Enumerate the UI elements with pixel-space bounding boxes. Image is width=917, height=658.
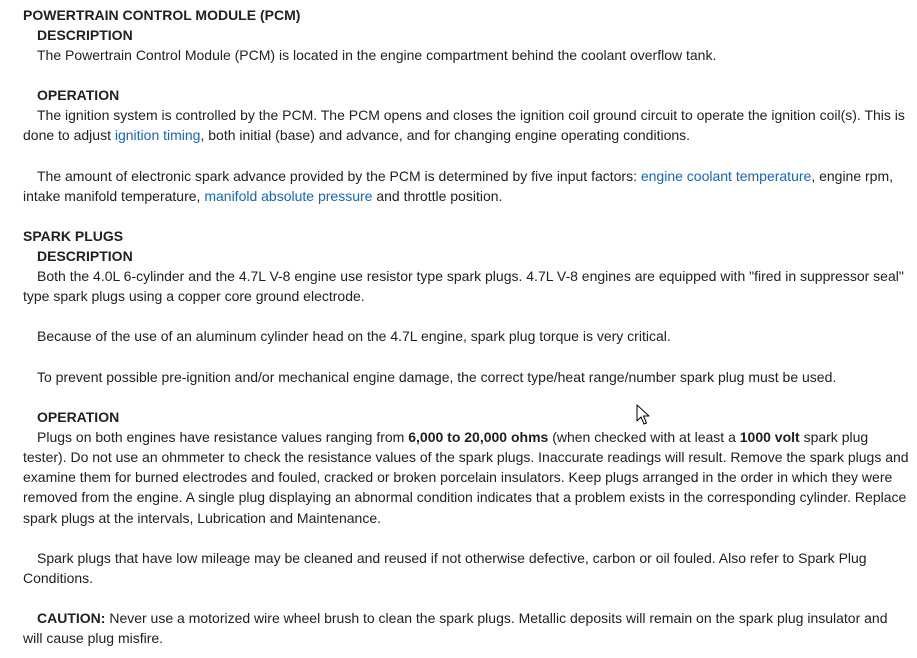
spacer [23,306,909,326]
spark-operation-paragraph-1 [23,427,909,528]
spacer [23,347,909,367]
pcm-op-text: and throttle position. [372,187,503,204]
pcm-op-text: The ignition system is controlled by the PCM. The PCM opens and closes the ignition coil ground circuit to operate the ignition coil(s). This is done to adjust [23,107,905,144]
resistance-range-value: 6,000 to 20,000 ohms [408,428,549,445]
spacer [23,387,909,407]
ignition-timing-link[interactable]: ignition timing [114,127,201,144]
pcm-op-text: The amount of electronic spark advance provided by the PCM is determined by five input factors: [37,167,641,184]
spark-op-text: (when checked with at least a [548,428,740,445]
spacer [23,588,909,608]
spark-description-heading: DESCRIPTION [37,248,133,265]
pcm-description-heading: DESCRIPTION [37,27,133,43]
pcm-op-text: , engine rpm, intake manifold temperature, [23,167,894,204]
spark-description-paragraph-1: Both the 4.0L 6-cylinder and the 4.7L V-8 engine use resistor type spark plugs. 4.7L V-8 engines are equipped with "fired in suppressor seal" type spark plugs using a copper core ground electrode. [23,268,904,305]
spark-description-paragraph-3: To prevent possible pre-ignition and/or mechanical engine damage, the correct type/heat range/number spark plug must be used. [37,368,837,385]
pcm-operation-paragraph-2 [23,166,909,206]
tester-voltage-value: 1000 volt [739,428,800,445]
pcm-operation-paragraph-1 [23,105,909,145]
spacer [23,146,909,166]
spark-op-text: Plugs on both engines have resistance values ranging from [37,428,409,445]
pcm-operation-heading: OPERATION [37,87,120,104]
spark-plugs-section-title: SPARK PLUGS [23,228,124,245]
document-body [23,5,909,649]
caution-text: Never use a motorized wire wheel brush to clean the spark plugs. Metallic deposits will remain on the spark plug insulator and will cause plug misfire. [23,610,888,647]
engine-coolant-temperature-link[interactable]: engine coolant temperature [640,167,812,184]
spacer [23,528,909,548]
mouse-pointer-icon [636,404,650,426]
spark-description-paragraph-2: Because of the use of an aluminum cylinder head on the 4.7L engine, spark plug torque is very critical. [37,328,671,345]
pcm-section-title: POWERTRAIN CONTROL MODULE (PCM) [23,7,301,23]
manifold-absolute-pressure-link[interactable]: manifold absolute pressure [204,187,373,204]
pcm-description-text: The Powertrain Control Module (PCM) is located in the engine compartment behind the coolant overflow tank. [37,47,717,63]
spacer [23,206,909,226]
pcm-op-text: , both initial (base) and advance, and for changing engine operating conditions. [200,127,691,144]
spark-operation-heading: OPERATION [37,408,120,425]
spacer [23,65,909,85]
caution-paragraph [23,608,909,648]
caution-label: CAUTION: [37,610,106,627]
spark-op-text: spark plug tester). Do not use an ohmmeter to check the resistance values of the spark plugs. Inaccurate readings will result. Remove the spark plugs and examine them for burned electrodes and fouled, cracked or broken porcelain insulators. Keep plugs arranged in the order in which they were removed from the engine. A single plug displaying an abnormal condition indicates that a problem exists in the corresponding cylinder. Replace spark plugs at the intervals, Lubrication and Maintenance. [23,428,909,526]
spark-operation-paragraph-2: Spark plugs that have low mileage may be cleaned and reused if not otherwise defective, carbon or oil fouled. Also refer to Spark Plug Conditions. [23,549,867,587]
